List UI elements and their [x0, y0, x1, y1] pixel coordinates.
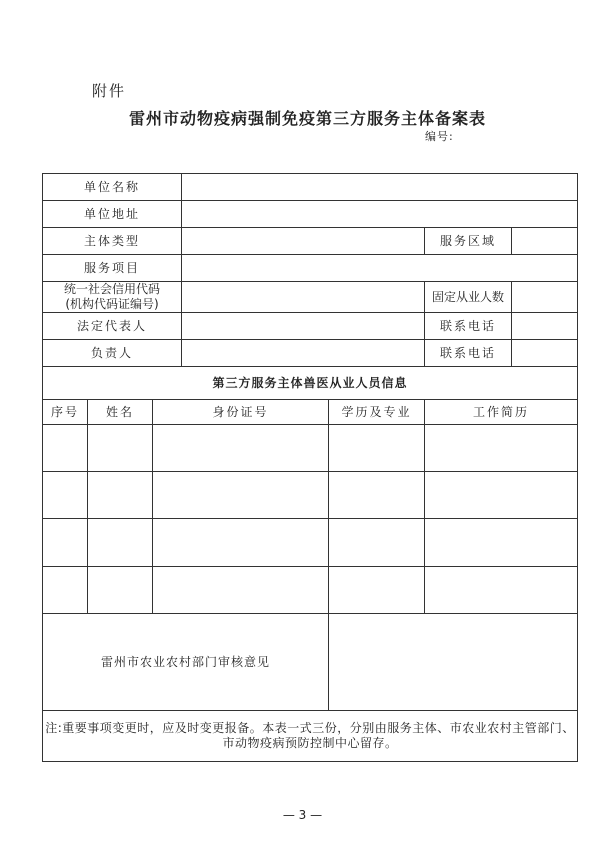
- unit-name-label: 单位名称: [43, 174, 182, 201]
- unit-address-label: 单位地址: [43, 201, 182, 228]
- service-items-field[interactable]: [182, 255, 578, 282]
- staff-cell-education[interactable]: [329, 472, 425, 519]
- staff-cell-id-number[interactable]: [153, 519, 329, 567]
- fixed-staff-field[interactable]: [512, 282, 578, 313]
- staff-table-header: [43, 400, 578, 425]
- service-area-field[interactable]: [512, 228, 578, 255]
- staff-cell-serial[interactable]: [43, 472, 88, 519]
- person-in-charge-field[interactable]: [182, 340, 425, 367]
- row-legal-rep: [43, 313, 578, 340]
- page-number: — 3 —: [282, 808, 323, 822]
- unit-address-field[interactable]: [182, 201, 578, 228]
- staff-cell-serial[interactable]: [43, 567, 88, 614]
- staff-row: [43, 472, 578, 519]
- credit-code-field[interactable]: [182, 282, 425, 313]
- attachment-label: 附件: [92, 82, 127, 100]
- row-entity-type: [43, 228, 578, 255]
- staff-cell-name[interactable]: [88, 519, 153, 567]
- staff-cell-education[interactable]: [329, 425, 425, 472]
- entity-type-label: 主体类型: [43, 228, 182, 255]
- staff-row: [43, 519, 578, 567]
- contact-phone-field-2[interactable]: [512, 340, 578, 367]
- staff-cell-name[interactable]: [88, 567, 153, 614]
- review-opinion-label: 雷州市农业农村部门审核意见: [43, 614, 329, 711]
- legal-rep-label: 法定代表人: [43, 313, 182, 340]
- staff-cell-work-history[interactable]: [425, 567, 578, 614]
- contact-phone-label-2: 联系电话: [425, 340, 512, 367]
- staff-cell-id-number[interactable]: [153, 425, 329, 472]
- serial-number-label: 编号:: [425, 130, 454, 143]
- entity-type-field[interactable]: [182, 228, 425, 255]
- staff-cell-education[interactable]: [329, 519, 425, 567]
- staff-cell-name[interactable]: [88, 472, 153, 519]
- row-unit-address: [43, 201, 578, 228]
- review-opinion-field[interactable]: [329, 614, 578, 711]
- staff-cell-serial[interactable]: [43, 519, 88, 567]
- row-credit-code: [43, 282, 578, 313]
- staff-cell-serial[interactable]: [43, 425, 88, 472]
- credit-code-label-line2: (机构代码证编号): [65, 297, 159, 311]
- staff-cell-work-history[interactable]: [425, 472, 578, 519]
- form-title: 雷州市动物疫病强制免疫第三方服务主体备案表: [128, 109, 486, 128]
- contact-phone-field-1[interactable]: [512, 313, 578, 340]
- row-service-items: [43, 255, 578, 282]
- row-review-opinion: [43, 614, 578, 711]
- staff-cell-id-number[interactable]: [153, 472, 329, 519]
- legal-rep-field[interactable]: [182, 313, 425, 340]
- staff-cell-work-history[interactable]: [425, 519, 578, 567]
- registration-form-table: [42, 173, 578, 762]
- staff-row: [43, 425, 578, 472]
- staff-cell-id-number[interactable]: [153, 567, 329, 614]
- col-header-name: 姓名: [88, 400, 153, 425]
- note-text: 注:重要事项变更时，应及时变更报备。本表一式三份，分别由服务主体、市农业农村主管部门、市动物疫病预防控制中心留存。: [43, 711, 578, 762]
- contact-phone-label-1: 联系电话: [425, 313, 512, 340]
- col-header-work-history: 工作简历: [425, 400, 578, 425]
- credit-code-label: [43, 282, 182, 313]
- unit-name-field[interactable]: [182, 174, 578, 201]
- credit-code-label-line1: 统一社会信用代码: [64, 282, 161, 296]
- row-unit-name: [43, 174, 578, 201]
- fixed-staff-label: 固定从业人数: [425, 282, 512, 313]
- row-note: [43, 711, 578, 762]
- staff-cell-work-history[interactable]: [425, 425, 578, 472]
- col-header-serial: 序号: [43, 400, 88, 425]
- staff-row: [43, 567, 578, 614]
- service-items-label: 服务项目: [43, 255, 182, 282]
- person-in-charge-label: 负责人: [43, 340, 182, 367]
- staff-section-title: 第三方服务主体兽医从业人员信息: [43, 367, 578, 400]
- staff-cell-education[interactable]: [329, 567, 425, 614]
- col-header-id-number: 身份证号: [153, 400, 329, 425]
- staff-cell-name[interactable]: [88, 425, 153, 472]
- row-person-in-charge: [43, 340, 578, 367]
- col-header-education: 学历及专业: [329, 400, 425, 425]
- row-staff-section-title: [43, 367, 578, 400]
- service-area-label: 服务区域: [425, 228, 512, 255]
